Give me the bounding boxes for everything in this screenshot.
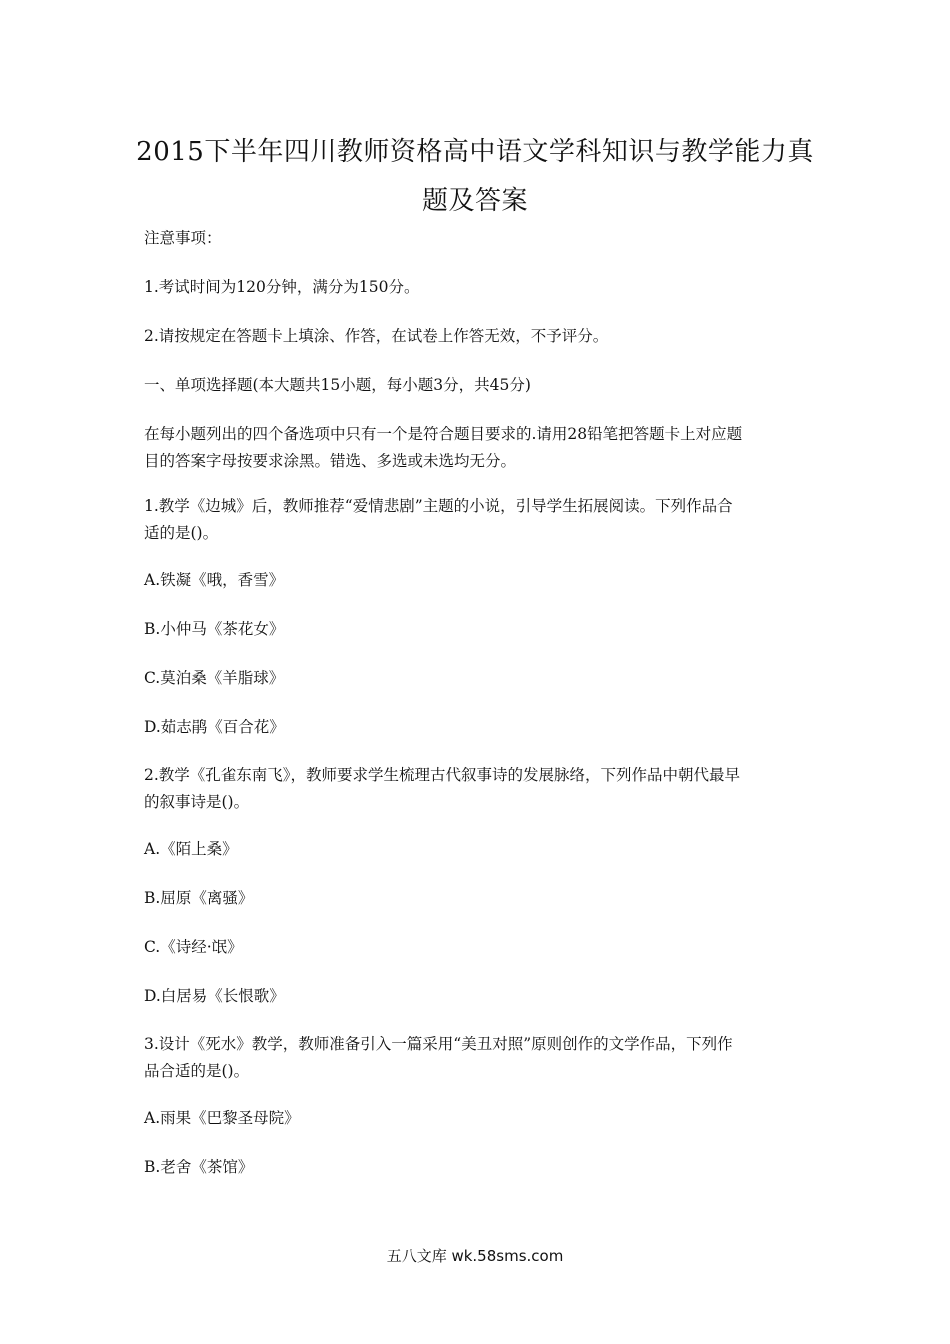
notice-item-1: 1.考试时间为120分钟，满分为150分。 [144, 278, 420, 296]
question-2-option-c: C.《诗经·氓》 [144, 938, 243, 956]
question-1-stem-line-1: 1.教学《边城》后，教师推荐“爱情悲剧”主题的小说，引导学生拓展阅读。下列作品合 [144, 497, 733, 515]
footer-watermark: 五八文库 wk.58sms.com [386, 1247, 564, 1265]
document-title-line-2: 题及答案 [421, 186, 528, 216]
question-2-option-b: B.屈原《离骚》 [144, 889, 254, 907]
question-2-option-a: A.《陌上桑》 [144, 840, 238, 858]
question-2-option-d: D.白居易《长恨歌》 [144, 987, 285, 1005]
question-3-option-a: A.雨果《巴黎圣母院》 [144, 1109, 300, 1127]
question-2-stem-line-1: 2.教学《孔雀东南飞》，教师要求学生梳理古代叙事诗的发展脉络，下列作品中朝代最早 [144, 766, 741, 784]
question-1-stem-line-2: 适的是()。 [144, 524, 219, 542]
question-2-stem-line-2: 的叙事诗是()。 [144, 793, 250, 811]
instruction-line-1: 在每小题列出的四个备选项中只有一个是符合题目要求的.请用28铅笔把答题卡上对应题 [144, 425, 743, 443]
question-3-stem-line-1: 3.设计《死水》教学，教师准备引入一篇采用“美丑对照”原则创作的文学作品，下列作 [144, 1035, 733, 1053]
section-heading: 一、单项选择题(本大题共15小题，每小题3分，共45分) [144, 376, 531, 394]
question-3-stem-line-2: 品合适的是()。 [144, 1062, 250, 1080]
question-1-option-b: B.小仲马《茶花女》 [144, 620, 285, 638]
notice-item-2: 2.请按规定在答题卡上填涂、作答，在试卷上作答无效，不予评分。 [144, 327, 609, 345]
notice-heading: 注意事项： [144, 229, 222, 247]
question-1-option-d: D.茹志鹃《百合花》 [144, 718, 285, 736]
question-1-option-a: A.铁凝《哦，香雪》 [144, 571, 285, 589]
instruction-line-2: 目的答案字母按要求涂黑。错选、多选或未选均无分。 [144, 452, 517, 470]
question-1-option-c: C.莫泊桑《羊脂球》 [144, 669, 285, 687]
question-3-option-b: B.老舍《茶馆》 [144, 1158, 254, 1176]
document-title-line-1: 2015下半年四川教师资格高中语文学科知识与教学能力真 [136, 137, 814, 167]
